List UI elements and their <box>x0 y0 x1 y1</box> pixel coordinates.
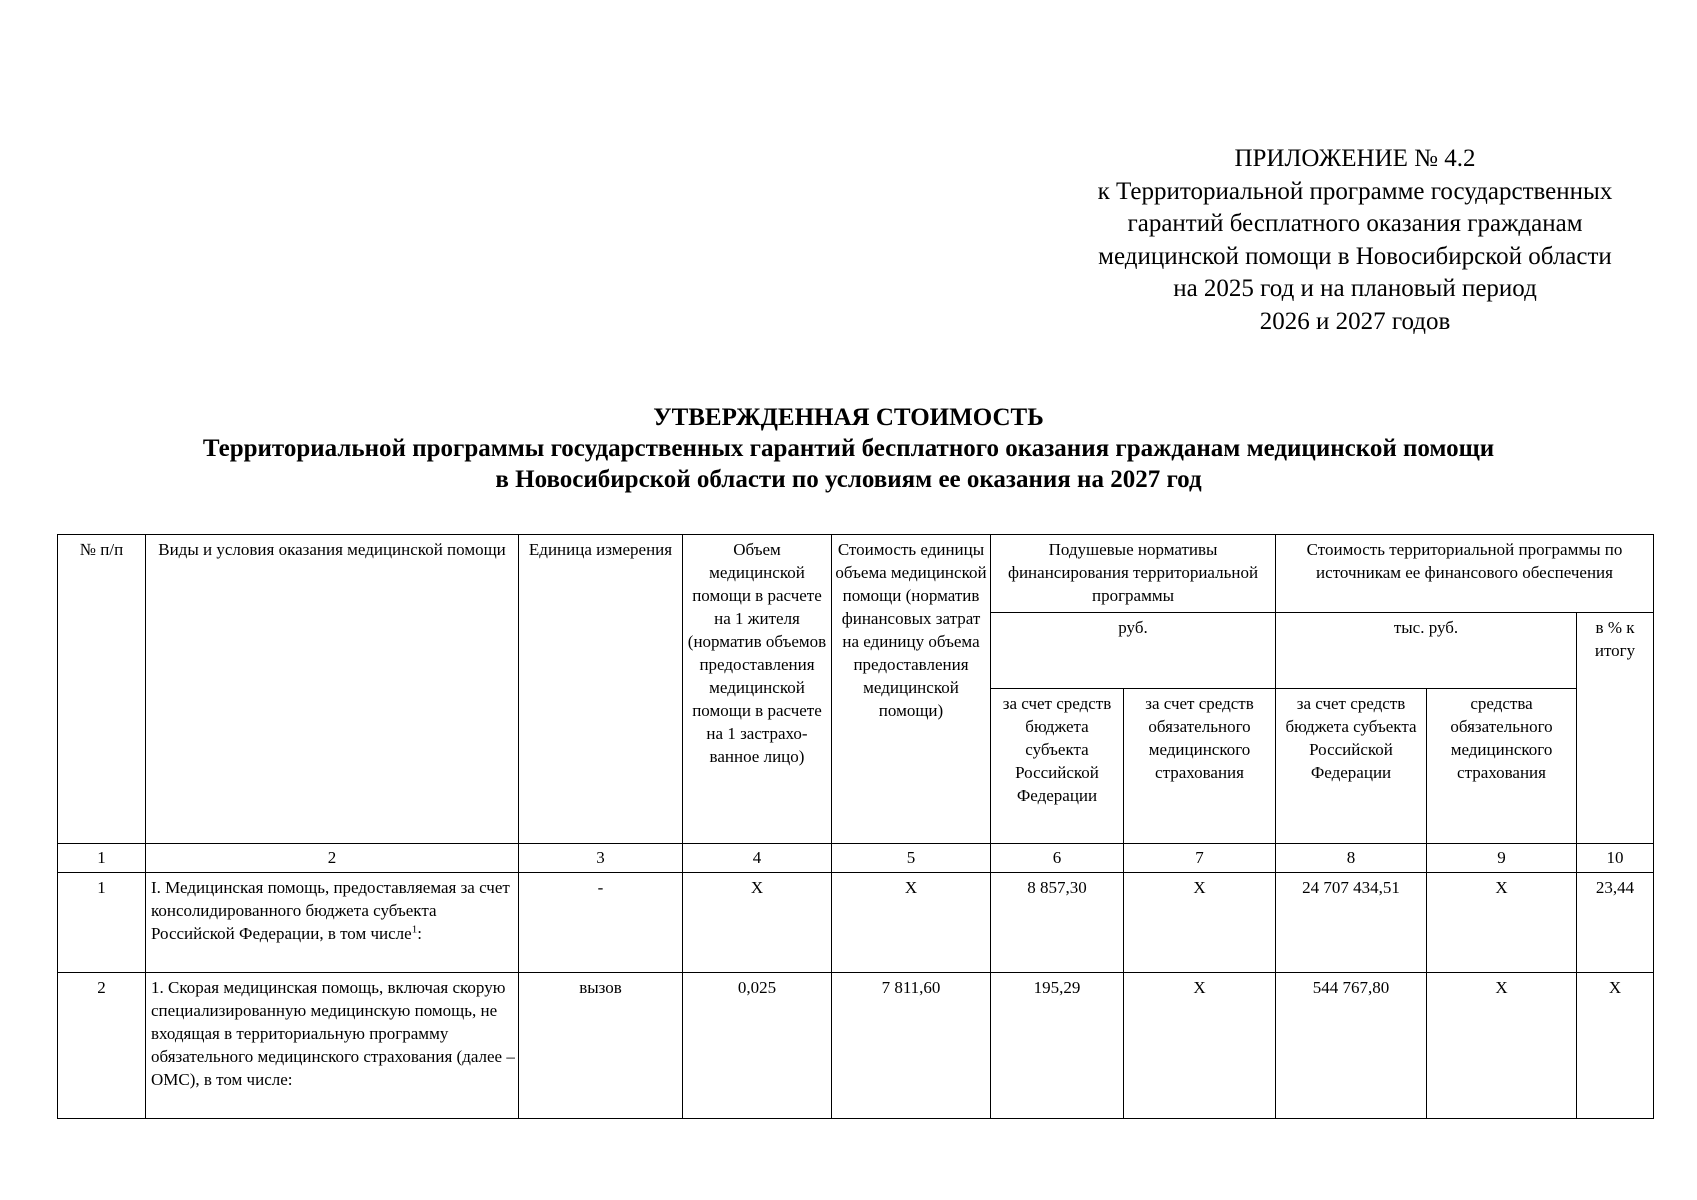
header-kind: Виды и условия оказания медицинской помощи <box>146 535 519 844</box>
column-number: 4 <box>683 844 832 873</box>
header-unit: Единица измерения <box>519 535 683 844</box>
row-total-oms: Х <box>1427 973 1577 1119</box>
appendix-line: ПРИЛОЖЕНИЕ № 4.2 <box>1234 145 1476 172</box>
title-line-3: в Новосибирской области по условиям ее оказания на 2027 год <box>495 466 1202 493</box>
row-kind: 1. Скорая медицинская помощь, включая скорую специализированную медицинскую помощь, не входящая в территориальную программу обязательного медицинского страхования (далее – ОМС), в том числе: <box>146 973 519 1119</box>
row-total-oms: Х <box>1427 873 1577 973</box>
appendix-line: гарантий бесплатного оказания гражданам <box>1127 210 1583 237</box>
appendix-line: 2026 и 2027 годов <box>1259 307 1451 335</box>
row-total-budget: 544 767,80 <box>1276 973 1427 1119</box>
header-volume: Объем медицинской помощи в расчете на 1 жителя (норматив объемов предоставления медицинской помощи в расчете на 1 застрахо-ванное лицо) <box>683 535 832 844</box>
header-percap-budget: за счет средств бюджета субъекта Российской Федерации <box>991 689 1124 844</box>
row-num: 1 <box>58 873 146 973</box>
column-number: 5 <box>832 844 991 873</box>
row-total-budget: 24 707 434,51 <box>1276 873 1427 973</box>
row-kind-tail: : <box>417 924 422 943</box>
column-number: 2 <box>146 844 519 873</box>
column-number: 6 <box>991 844 1124 873</box>
column-number: 9 <box>1427 844 1577 873</box>
title-line-1: УТВЕРЖДЕННАЯ СТОИМОСТЬ <box>653 404 1044 431</box>
row-kind <box>146 873 519 973</box>
cost-table <box>57 534 1654 1119</box>
column-number: 3 <box>519 844 683 873</box>
header-thous-rub: тыс. руб. <box>1276 613 1577 689</box>
row-percap-oms: Х <box>1124 973 1276 1119</box>
header-num: № п/п <box>58 535 146 844</box>
header-per-capita: Подушевые нормативы финансирования территориальной программы <box>991 535 1276 613</box>
row-kind-text: I. Медицинская помощь, предоставляемая за счет консолидированного бюджета субъекта Российской Федерации, в том числе <box>151 878 510 943</box>
row-unit-cost: 7 811,60 <box>832 973 991 1119</box>
row-percent: Х <box>1577 973 1654 1119</box>
table-row <box>58 973 1654 1119</box>
table-row <box>58 873 1654 973</box>
appendix-line: к Территориальной программе государственных <box>1097 177 1613 205</box>
title-line-2: Территориальной программы государственных гарантий бесплатного оказания гражданам медицинской помощи <box>202 435 1495 462</box>
row-volume: 0,025 <box>683 973 832 1119</box>
row-volume: Х <box>683 873 832 973</box>
header-row-1 <box>58 535 1654 613</box>
column-numbers-row <box>58 844 1654 873</box>
document-title <box>0 402 1697 495</box>
appendix-line: на 2025 год и на плановый период <box>1173 275 1537 302</box>
row-percap-oms: Х <box>1124 873 1276 973</box>
header-program-cost: Стоимость территориальной программы по источникам ее финансового обеспечения <box>1276 535 1654 613</box>
column-number: 1 <box>58 844 146 873</box>
header-total-budget: за счет средств бюджета субъекта Российской Федерации <box>1276 689 1427 844</box>
footnote-mark: 1 <box>411 923 418 936</box>
column-number: 7 <box>1124 844 1276 873</box>
header-percap-oms: за счет средств обязательного медицинского страхования <box>1124 689 1276 844</box>
row-percap-budget: 195,29 <box>991 973 1124 1119</box>
column-number: 10 <box>1577 844 1654 873</box>
column-number: 8 <box>1276 844 1427 873</box>
row-num: 2 <box>58 973 146 1119</box>
row-percent: 23,44 <box>1577 873 1654 973</box>
header-unit-cost: Стоимость единицы объема медицинской помощи (норматив финансовых затрат на единицу объема предоставления медицинской помощи) <box>832 535 991 844</box>
row-percap-budget: 8 857,30 <box>991 873 1124 973</box>
header-total-oms: средства обязательного медицинского страхования <box>1427 689 1577 844</box>
header-percent: в % к итогу <box>1577 613 1654 844</box>
row-unit-cost: Х <box>832 873 991 973</box>
row-unit: - <box>519 873 683 973</box>
appendix-header <box>1020 143 1690 338</box>
header-rub: руб. <box>991 613 1276 689</box>
row-unit: вызов <box>519 973 683 1119</box>
appendix-line: медицинской помощи в Новосибирской области <box>1098 242 1612 270</box>
